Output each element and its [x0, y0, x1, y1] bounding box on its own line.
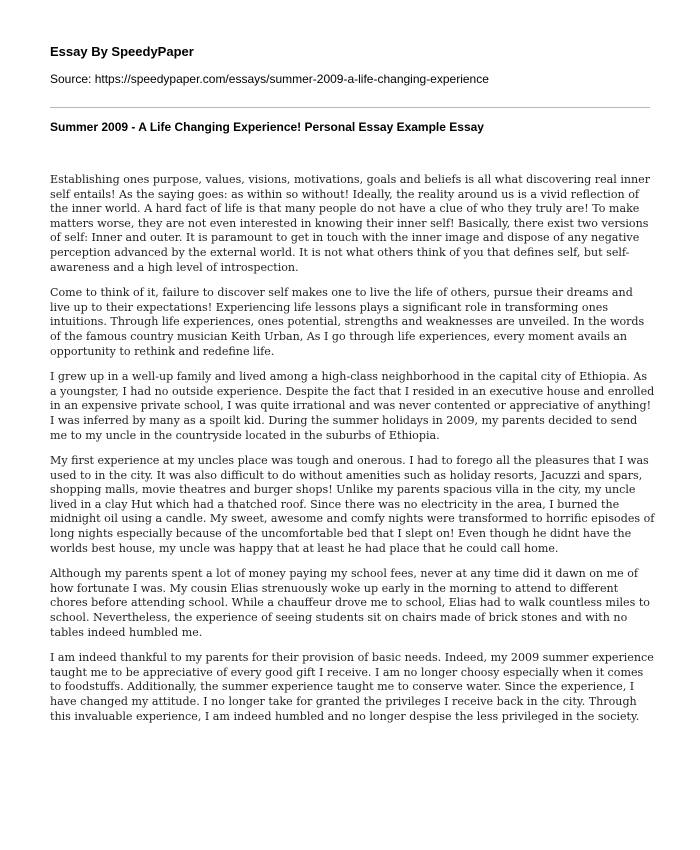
header-divider [50, 107, 650, 108]
essay-paragraph: Establishing ones purpose, values, visions, motivations, goals and beliefs is all what discovering real inner self entails! As the saying goes: as within so without! Ideally, the reality around us is a vivid reflection of the inner world. A hard fact of life is that many people do not have a clue of who they truly are! To make matters worse, they are not even interested in knowing their inner self! Basically, there exist two versions of self: Inner and outer. It is paramount to get in touch with the inner image and dispose of any negative perception advanced by the external world. It is not what others think of you that defines self, but self-awareness and a high level of introspection. [50, 173, 651, 274]
essay-paragraph: I grew up in a well-up family and lived among a high-class neighborhood in the capital city of Ethiopia. As a youngster, I had no outside experience. Despite the fact that I resided in an executive house and enrolled in an expensive private school, I was quite irrational and was never contented or appreciative of anything! I was inferred by many as a spoilt kid. During the summer holidays in 2009, my parents decided to send me to my uncle in the countryside located in the suburbs of Ethiopia. [50, 370, 655, 442]
essay-paragraph: My first experience at my uncles place was tough and onerous. I had to forego all the pleasures that I was used to in the city. It was also difficult to do without amenities such as holiday resorts, Jacuzzi and spars, shopping malls, movie theatres and burger shops! Unlike my parents spacious villa in the city, my uncle lived in a clay Hut which had a thatched roof. Since there was no electricity in the area, I burned the midnight oil using a candle. My sweet, awesome and comfy nights were transformed to horrific episodes of long nights especially because of the uncomfortable bed that I slept on! Even though he didnt have the worlds best house, my uncle was happy that at least he had place that he could call home. [50, 454, 655, 555]
essay-paragraph: Come to think of it, failure to discover self makes one to live the life of others, pursue their dreams and live up to their expectations! Experiencing life lessons plays a significant role in transforming ones intuitions. Through life experiences, ones potential, strengths and weaknesses are unveiled. In the words of the famous country musician Keith Urban, As I go through life experiences, every moment avails an opportunity to rethink and redefine life. [50, 286, 645, 358]
source-line: Source: https://speedypaper.com/essays/summer-2009-a-life-changing-experience [50, 72, 489, 86]
essay-paragraph: Although my parents spent a lot of money paying my school fees, never at any time did it dawn on me of how fortunate I was. My cousin Elias strenuously woke up early in the morning to attend to different chores before attending school. While a chauffeur drove me to school, Elias had to walk countless miles to school. Nevertheless, the experience of seeing students sit on chairs made of brick stones and with no tables indeed humbled me. [50, 567, 650, 639]
essay-paragraph: I am indeed thankful to my parents for their provision of basic needs. Indeed, my 2009 summer experience taught me to be appreciative of every good gift I receive. I am no longer choosy especially when it comes to foodstuffs. Additionally, the summer experience taught me to conserve water. Since the experience, I have changed my attitude. I no longer take for granted the privileges I receive back in the city. Through this invaluable experience, I am indeed humbled and no longer despise the less privileged in the society. [50, 651, 654, 723]
essay-body [50, 173, 656, 735]
document-brand: Essay By SpeedyPaper [50, 44, 194, 59]
essay-title: Summer 2009 - A Life Changing Experience! Personal Essay Example Essay [50, 120, 484, 134]
